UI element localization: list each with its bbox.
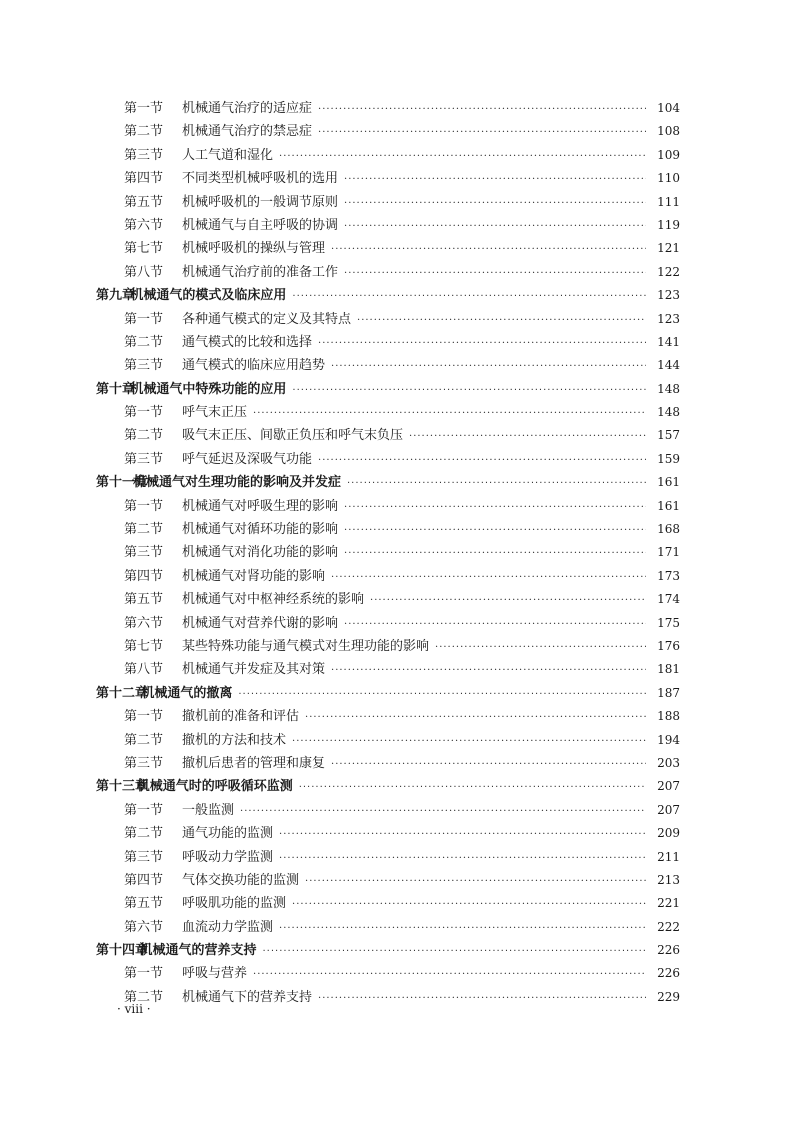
toc-entry-title: 呼吸与营养: [182, 966, 248, 982]
toc-entry-page: 122: [657, 264, 680, 279]
toc-entry-number: 第六节: [124, 919, 164, 935]
dot-leader: [318, 449, 646, 472]
toc-section-entry: [96, 869, 680, 892]
toc-entry-page: 104: [657, 101, 680, 115]
dot-leader: [292, 730, 646, 753]
toc-entry-number: 第三节: [124, 545, 164, 561]
page-number-footer: · viii ·: [117, 1002, 151, 1016]
toc-section-entry: [96, 331, 680, 354]
toc-chapter-entry: [96, 775, 680, 798]
toc-entry-title: 机械通气的撤离: [141, 685, 233, 701]
toc-entry-page: 111: [657, 194, 680, 209]
toc-entry-title: 机械通气治疗的禁忌症: [182, 124, 313, 140]
toc-section-entry: [96, 752, 680, 775]
dot-leader: [344, 496, 646, 519]
dot-leader: [318, 987, 646, 1010]
toc-entry-number: 第二节: [124, 732, 164, 748]
dot-leader: [344, 168, 646, 191]
toc-entry-number: 第五节: [124, 592, 164, 608]
toc-entry-page: 161: [657, 475, 680, 490]
dot-leader: [292, 285, 646, 308]
toc-entry-title: 机械呼吸机的操纵与管理: [182, 241, 326, 257]
toc-entry-number: 第八节: [124, 662, 164, 678]
toc-entry-page: 109: [657, 147, 680, 162]
toc-entry-number: 第五节: [124, 896, 164, 912]
toc-entry-page: 226: [657, 943, 680, 958]
dot-leader: [331, 659, 646, 682]
toc-entry-title: 机械通气对消化功能的影响: [182, 545, 339, 561]
toc-entry-page: 221: [657, 896, 680, 911]
toc-entry-page: 181: [657, 662, 680, 677]
toc-section-entry: [96, 448, 680, 471]
toc-entry-number: 第四节: [124, 171, 164, 187]
dot-leader: [344, 542, 646, 565]
toc-entry-title: 撤机的方法和技术: [182, 732, 287, 748]
toc-section-entry: [96, 729, 680, 752]
toc-entry-page: 148: [657, 381, 680, 396]
toc-section-entry: [96, 237, 680, 260]
toc-chapter-entry: [96, 284, 680, 307]
toc-entry-number: 第十一章: [96, 475, 149, 491]
toc-entry-page: 203: [657, 755, 680, 770]
dot-leader: [238, 683, 646, 706]
toc-entry-page: 171: [657, 545, 680, 560]
toc-entry-number: 第二节: [124, 124, 164, 140]
dot-leader: [279, 847, 646, 870]
toc-entry-page: 157: [657, 428, 680, 443]
toc-section-entry: [96, 144, 680, 167]
dot-leader: [279, 823, 646, 846]
toc-entry-title: 机械通气治疗的适应症: [182, 101, 313, 116]
toc-entry-page: 194: [657, 732, 680, 747]
toc-entry-number: 第五节: [124, 194, 164, 210]
dot-leader: [409, 425, 646, 448]
dot-leader: [331, 753, 646, 776]
toc-entry-title: 通气模式的临床应用趋势: [182, 358, 326, 374]
toc-entry-title: 通气模式的比较和选择: [182, 334, 313, 350]
toc-section-entry: [96, 658, 680, 681]
dot-leader: [357, 309, 646, 332]
dot-leader: [435, 636, 646, 659]
toc-entry-number: 第七节: [124, 241, 164, 257]
toc-entry-page: 207: [657, 802, 680, 817]
toc-entry-number: 第三节: [124, 358, 164, 374]
dot-leader: [305, 706, 646, 729]
dot-leader: [344, 262, 646, 285]
toc-entry-number: 第一节: [124, 101, 164, 116]
toc-entry-title: 机械通气与自主呼吸的协调: [182, 217, 339, 233]
toc-section-entry: [96, 308, 680, 331]
toc-entry-page: 110: [657, 171, 680, 186]
dot-leader: [331, 238, 646, 261]
toc-entry-number: 第一节: [124, 311, 164, 327]
toc-entry-title: 吸气末正压、间歇正负压和呼气末负压: [182, 428, 404, 444]
toc-entry-page: 148: [657, 405, 680, 420]
dot-leader: [292, 893, 646, 916]
toc-entry-page: 229: [657, 989, 680, 1004]
toc-entry-number: 第一节: [124, 709, 164, 725]
toc-section-entry: [96, 799, 680, 822]
dot-leader: [344, 215, 646, 238]
toc-entry-title: 人工气道和湿化: [182, 147, 274, 163]
toc-entry-page: 176: [657, 638, 680, 653]
toc-entry-title: 呼气末正压: [182, 405, 248, 421]
toc-entry-title: 一般监测: [182, 802, 235, 818]
toc-entry-number: 第四节: [124, 872, 164, 888]
dot-leader: [305, 870, 646, 893]
toc-entry-number: 第九章: [96, 288, 136, 304]
toc-section-entry: [96, 424, 680, 447]
dot-leader: [318, 98, 646, 121]
toc-entry-title: 机械通气下的营养支持: [182, 989, 313, 1005]
toc-entry-title: 机械通气的营养支持: [139, 943, 257, 959]
toc-entry-number: 第十四章: [96, 943, 149, 959]
toc-entry-title: 机械通气的模式及临床应用: [130, 288, 287, 304]
toc-entry-number: 第二节: [124, 522, 164, 538]
toc-entry-number: 第六节: [124, 615, 164, 631]
dot-leader: [253, 963, 646, 986]
toc-entry-title: 机械通气对中枢神经系统的影响: [182, 592, 365, 608]
toc-entry-page: 108: [657, 124, 680, 139]
toc-entry-page: 168: [657, 522, 680, 537]
toc-entry-title: 通气功能的监测: [182, 826, 274, 842]
toc-section-entry: [96, 97, 680, 120]
toc-entry-page: 187: [657, 685, 680, 700]
toc-section-entry: [96, 846, 680, 869]
toc-entry-number: 第一节: [124, 405, 164, 421]
toc-entry-title: 某些特殊功能与通气模式对生理功能的影响: [182, 638, 430, 654]
toc-section-entry: [96, 822, 680, 845]
toc-entry-page: 121: [657, 241, 680, 256]
toc-entry-title: 呼吸肌功能的监测: [182, 896, 287, 912]
toc-entry-page: 144: [657, 358, 680, 373]
dot-leader: [279, 917, 646, 940]
toc-entry-page: 175: [657, 615, 680, 630]
toc-section-entry: [96, 962, 680, 985]
toc-section-entry: [96, 588, 680, 611]
toc-entry-page: 123: [657, 311, 680, 326]
toc-entry-title: 气体交换功能的监测: [182, 872, 300, 888]
toc-entry-page: 119: [657, 217, 680, 232]
toc-section-entry: [96, 986, 680, 1009]
toc-entry-page: 211: [657, 849, 680, 864]
toc-section-entry: [96, 120, 680, 143]
dot-leader: [262, 940, 646, 963]
toc-section-entry: [96, 191, 680, 214]
toc-entry-title: 呼吸动力学监测: [182, 849, 274, 865]
toc-entry-page: 173: [657, 568, 680, 583]
toc-section-entry: [96, 705, 680, 728]
table-of-contents: [96, 97, 680, 1009]
toc-chapter-entry: [96, 378, 680, 401]
toc-entry-number: 第二节: [124, 826, 164, 842]
toc-entry-number: 第二节: [124, 428, 164, 444]
dot-leader: [318, 332, 646, 355]
toc-entry-page: 207: [657, 779, 680, 794]
toc-section-entry: [96, 214, 680, 237]
toc-entry-title: 机械呼吸机的一般调节原则: [182, 194, 339, 210]
toc-entry-title: 机械通气对循环功能的影响: [182, 522, 339, 538]
toc-entry-number: 第二节: [124, 989, 164, 1005]
toc-section-entry: [96, 354, 680, 377]
toc-section-entry: [96, 167, 680, 190]
dot-leader: [344, 613, 646, 636]
toc-entry-page: 141: [657, 334, 680, 349]
toc-entry-title: 机械通气对营养代谢的影响: [182, 615, 339, 631]
dot-leader: [331, 355, 646, 378]
toc-entry-number: 第八节: [124, 264, 164, 280]
toc-section-entry: [96, 518, 680, 541]
toc-entry-title: 机械通气对生理功能的影响及并发症: [132, 475, 341, 491]
toc-entry-title: 不同类型机械呼吸机的选用: [182, 171, 339, 187]
toc-section-entry: [96, 635, 680, 658]
toc-entry-number: 第十二章: [96, 685, 149, 701]
toc-entry-title: 机械通气治疗前的准备工作: [182, 264, 339, 280]
toc-chapter-entry: [96, 682, 680, 705]
dot-leader: [347, 472, 646, 495]
toc-entry-number: 第三节: [124, 451, 164, 467]
toc-entry-title: 机械通气对肾功能的影响: [182, 568, 326, 584]
toc-entry-title: 血流动力学监测: [182, 919, 274, 935]
toc-entry-title: 机械通气并发症及其对策: [182, 662, 326, 678]
toc-entry-number: 第六节: [124, 217, 164, 233]
toc-section-entry: [96, 541, 680, 564]
toc-section-entry: [96, 892, 680, 915]
dot-leader: [344, 192, 646, 215]
toc-entry-page: 174: [657, 592, 680, 607]
toc-section-entry: [96, 565, 680, 588]
dot-leader: [331, 566, 646, 589]
toc-entry-page: 213: [657, 872, 680, 887]
toc-entry-number: 第一节: [124, 498, 164, 514]
toc-entry-title: 呼气延迟及深吸气功能: [182, 451, 313, 467]
dot-leader: [318, 121, 646, 144]
toc-entry-number: 第一节: [124, 802, 164, 818]
toc-entry-number: 第四节: [124, 568, 164, 584]
toc-entry-number: 第十章: [96, 381, 136, 397]
dot-leader: [292, 379, 646, 402]
toc-entry-number: 第三节: [124, 755, 164, 771]
toc-entry-page: 222: [657, 919, 680, 934]
toc-entry-page: 159: [657, 451, 680, 466]
toc-entry-title: 机械通气对呼吸生理的影响: [182, 498, 339, 514]
toc-entry-number: 第三节: [124, 849, 164, 865]
toc-chapter-entry: [96, 939, 680, 962]
toc-entry-title: 机械通气时的呼吸循环监测: [136, 779, 293, 795]
toc-chapter-entry: [96, 471, 680, 494]
toc-entry-title: 各种通气模式的定义及其特点: [182, 311, 352, 327]
dot-leader: [370, 589, 646, 612]
toc-section-entry: [96, 495, 680, 518]
toc-entry-page: 188: [657, 709, 680, 724]
dot-leader: [253, 402, 646, 425]
toc-entry-number: 第二节: [124, 334, 164, 350]
toc-entry-title: 撤机后患者的管理和康复: [182, 755, 326, 771]
toc-section-entry: [96, 916, 680, 939]
toc-entry-number: 第一节: [124, 966, 164, 982]
toc-entry-title: 撤机前的准备和评估: [182, 709, 300, 725]
toc-entry-page: 226: [657, 966, 680, 981]
toc-entry-number: 第三节: [124, 147, 164, 163]
toc-entry-page: 123: [657, 288, 680, 303]
toc-entry-page: 161: [657, 498, 680, 513]
toc-entry-title: 机械通气中特殊功能的应用: [130, 381, 287, 397]
toc-section-entry: [96, 612, 680, 635]
toc-section-entry: [96, 261, 680, 284]
toc-section-entry: [96, 401, 680, 424]
dot-leader: [344, 519, 646, 542]
toc-entry-page: 209: [657, 826, 680, 841]
dot-leader: [240, 800, 646, 823]
toc-entry-number: 第十三章: [96, 779, 149, 795]
dot-leader: [299, 776, 646, 799]
dot-leader: [279, 145, 646, 168]
toc-entry-number: 第七节: [124, 638, 164, 654]
